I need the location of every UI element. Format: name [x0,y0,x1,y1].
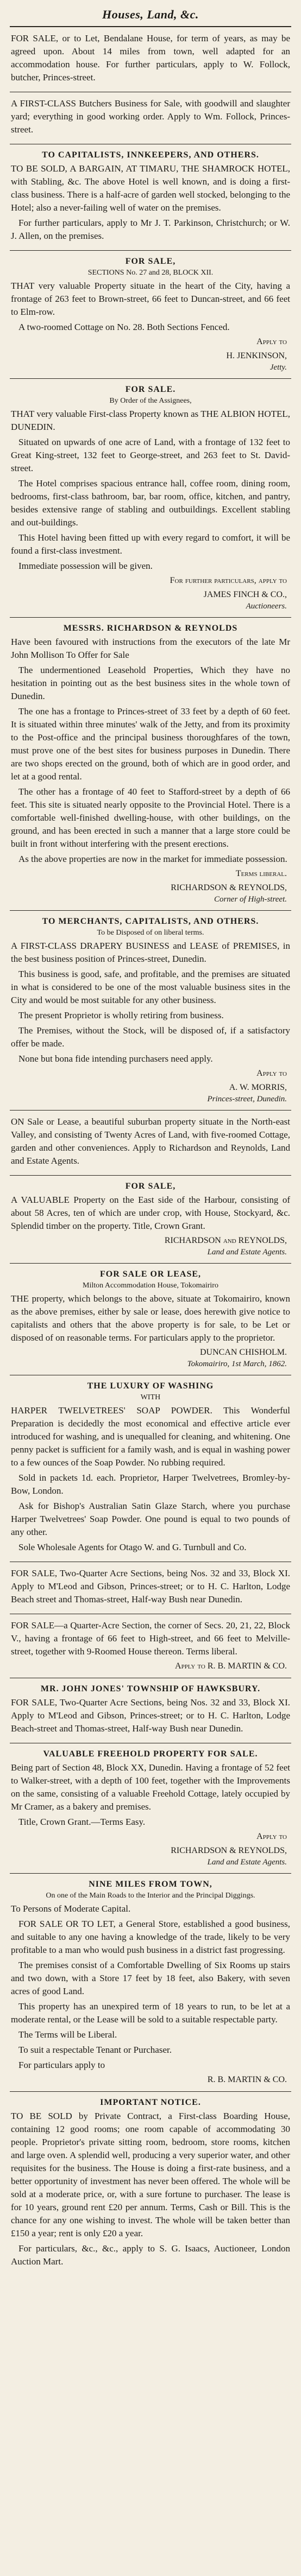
ad-signature: RICHARDSON & REYNOLDS, [171,883,287,892]
advertisement [10,1873,291,2091]
ad-signature: R. B. MARTIN & CO. [207,2075,287,2084]
ad-paragraph: ON Sale or Lease, a beautiful suburban property situate in the North-east Valley, and consisting of Twenty Acres of Land, with five-roomed Cottage, garden and other conveniences. Apply to Richardson and Reynolds, Land and Estate Agents. [11,1116,290,1166]
ad-paragraph: A FIRST-CLASS DRAPERY BUSINESS and LEASE of PREMISES, in the best business position of Princes-street, Dunedin. [11,941,290,964]
ad-paragraph: FOR SALE, Two-Quarter Acre Sections, being Nos. 32 and 33, Block XI. Apply to M'Leod and Gibson, Princes-street; or to H. C. Harlton, Lodge Beach-street and Thomas-street, Half-way Bush near Dunedin. [11,1697,290,1734]
ad-signature: Apply to [256,1832,287,1841]
ad-subtitle: On one of the Main Roads to the Interior and the Principal Diggings. [46,1892,255,1900]
ad-signature: Apply to [256,337,287,346]
ad-signature: RICHARDSON and REYNOLDS, [164,1236,287,1245]
ad-title: MESSRS. RICHARDSON & REYNOLDS [63,624,238,633]
ad-paragraph: None but bona fide intending purchasers need apply. [18,1054,213,1064]
ad-address: Land and Estate Agents. [207,1248,287,1257]
ad-paragraph: FOR SALE—a Quarter-Acre Section, the corner of Secs. 20, 21, 22, Block V., having a frontage of 66 feet to High-street, and 66 feet to Melville-street, together with 9-Roomed House thereon. Terms liberal. [11,1620,290,1657]
advertisement [10,1175,291,1263]
ad-paragraph: Being part of Section 48, Block XX, Dunedin. Having a frontage of 52 feet to Walker-street, with a depth of 100 feet, together with the Improvements on the same, consisting of a valuable Freehold Cottage, lately occupied by Mr Cramer, as a bakery and premises. [11,1762,290,1812]
ad-address: Princes-street, Dunedin. [207,1095,287,1103]
ad-title: MR. JOHN JONES' TOWNSHIP OF HAWKSBURY. [40,1684,261,1693]
ad-subtitle: WITH [140,1393,161,1401]
ad-paragraph: A VALUABLE Property on the East side of the Harbour, consisting of about 58 Acres, ten of which are under crop, with House, Stockyard, &c. Splendid timber on the property. Title, Crown Grant. [11,1195,290,1231]
ad-paragraph: THAT very valuable First-class Property known as THE ALBION HOTEL, DUNEDIN. [11,409,291,432]
ad-paragraph: This property has an unexpired term of 18 years to run, to be let at a moderate rental, or the Lease will be sold to a suitable respectable party. [11,2001,290,2025]
ad-paragraph: For particulars apply to [18,2060,105,2070]
ad-address: Corner of High-street. [214,895,287,904]
ad-paragraph: For further particulars, apply to Mr J. T. Parkinson, Christchurch; or W. J. Allen, on the premises. [11,218,290,241]
ad-paragraph: To Persons of Moderate Capital. [11,1904,131,1914]
ad-paragraph: This Hotel having been fitted up with every regard to comfort, it will be found a first-class investment. [11,532,290,556]
ad-paragraph: For particulars, &c., &c., apply to S. G. Isaacs, Auctioneer, London Auction Mart. [11,2243,290,2267]
ad-paragraph: The Terms will be Liberal. [18,2029,117,2040]
ad-title: FOR SALE, [125,1182,176,1191]
advertisement [10,378,291,617]
ad-paragraph: As the above properties are now in the market for immediate possession. [18,854,287,864]
ad-signature: For further particulars, apply to [170,576,287,585]
ad-title: THE LUXURY OF WASHING [87,1381,214,1391]
ad-address: Tokomairiro, 1st March, 1862. [187,1360,287,1368]
ad-paragraph: THE property, which belongs to the above, situate at Tokomairiro, known as the above premises, either by sale or lease, does herewith give notice to capitalists and others that the above property is for sale, to be Let or disposed of on reasonable terms. For particulars apply to the proprietor. [11,1293,290,1343]
ad-paragraph: The Hotel comprises spacious entrance hall, coffee room, dining room, bedrooms, first-class bathroom, bar, bar room, office, kitchen, and pantry, besides extensive range of stabling and outbuildings. Excellent stabling and out-buildings. [11,478,290,528]
advertisement [10,617,291,910]
advertisement [10,2091,291,2276]
ad-title: IMPORTANT NOTICE. [100,2098,201,2107]
ad-title: TO MERCHANTS, CAPITALISTS, AND OTHERS. [42,917,259,926]
advertisement [10,1743,291,1873]
ad-paragraph: TO BE SOLD, A BARGAIN, AT TIMARU, THE SHAMROCK HOTEL, with Stabling, &c. The above Hotel is well known, and is doing a first-class business. There is a half-acre of garden well stocked, belonging to the Hotel; also a never-failing well of water on the premises. [11,163,290,213]
ad-paragraph: This business is good, safe, and profitable, and the premises are situated in what is considered to be one of the most valuable business sites in the City and would be most suitable for any other business. [11,969,290,1005]
ad-title: FOR SALE, [125,257,176,266]
ad-paragraph: The present Proprietor is wholly retiring from business. [18,1010,224,1020]
advertisement [10,1375,291,1562]
ad-title: FOR SALE. [125,385,176,394]
advertisement [10,1562,291,1614]
column-heading: Houses, Land, &c. [102,8,199,21]
ad-subtitle: To be Disposed of on liberal terms. [97,929,204,937]
ad-paragraph: The Premises, without the Stock, will be disposed of, if a satisfactory offer be made. [11,1025,290,1049]
ad-title: TO CAPITALISTS, INNKEEPERS, AND OTHERS. [42,150,259,160]
ad-signature: A. W. MORRIS, [229,1083,287,1092]
ad-paragraph: FOR SALE, Two-Quarter Acre Sections, being Nos. 32 and 33, Block XI. Apply to M'Leod and Gibson, Princes-street; or to H. C. Harlton, Lodge Beach street and Thomas-street, Half-way Bush near Dunedin. [11,1568,290,1604]
ad-address: Auctioneers. [246,602,287,611]
ad-paragraph: FOR SALE, or to Let, Bendalane House, for term of years, as may be agreed upon. About 14 miles from town, well adapted for an accommodation house. For further particulars, apply to W. Follock, butcher, Princes-street. [11,33,290,83]
ad-paragraph: The undermentioned Leasehold Properties, Which they have no hesitation in pointing out as the best business sites in the whole town of Dunedin. [11,665,290,701]
ad-signature: H. JENKINSON, [226,351,287,360]
ad-title: FOR SALE OR LEASE, [99,1270,202,1279]
advertisement [10,144,291,250]
ad-address: Land and Estate Agents. [207,1858,287,1867]
ad-subtitle: Milton Accommodation House, Tokomairiro [83,1281,218,1290]
ad-paragraph: FOR SALE OR TO LET, a General Store, established a good business, and suitable to any one having a knowledge of the trade, likely to be very profitable to a man who would push business in a district fast progressing. [11,1919,290,1955]
ad-signature: JAMES FINCH & CO., [203,590,287,599]
ad-paragraph: Sold in packets 1d. each. Proprietor, Harper Twelvetrees, Bromley-by-Bow, London. [11,1473,290,1496]
ad-paragraph: The premises consist of a Comfortable Dwelling of Six Rooms up stairs and two down, with a Store 17 feet by 18 feet, also Bakery, with seven acres of good Land. [11,1960,290,1996]
advertisement [10,1678,291,1743]
ad-paragraph: To suit a respectable Tenant or Purchaser. [18,2045,172,2055]
advertisement [10,92,291,144]
ad-paragraph: HARPER TWELVETREES' SOAP POWDER. This Wonderful Preparation is decidedly the most economical and effective article ever introduced for washing, and is unequalled for cleaning, and whitening. One penny packet is sufficient for a family wash, and is equal in washing power to a few ounces of the Soap Powder. No rubbing required. [11,1405,290,1468]
ad-paragraph: The other has a frontage of 40 feet to Stafford-street by a depth of 66 feet. This site is situated nearly opposite to the Provincial Hotel. There is a comfortable well-finished dwelling-house, with other buildings, on the ground, and has been erected in such a manner that a large store could be built in front without interfering with the present erections. [11,786,290,849]
ad-paragraph: A FIRST-CLASS Butchers Business for Sale, with goodwill and slaughter yard; everything in good working order. Apply to Wm. Follock, Princes-street. [11,98,290,135]
ad-paragraph: Immediate possession will be given. [18,561,153,571]
ad-subtitle: By Order of the Assignees, [109,397,192,405]
advertisement [10,250,291,378]
ad-signature: DUNCAN CHISHOLM. [199,1348,287,1357]
advertisement [10,1614,291,1678]
ad-signature: Terms liberal. [235,869,287,878]
ad-signature: RICHARDSON & REYNOLDS, [171,1846,287,1855]
advertisement [10,1263,291,1375]
classified-ads [10,26,291,2276]
advertisement [10,1110,291,1175]
advertisement [10,26,291,92]
ad-title: NINE MILES FROM TOWN, [89,1880,212,1889]
ad-paragraph: Have been favoured with instructions from the executors of the late Mr John Mollison To Offer for Sale [11,637,290,660]
ad-paragraph: Sole Wholesale Agents for Otago W. and G. Turnbull and Co. [18,1542,247,1552]
ad-paragraph: Title, Crown Grant.—Terms Easy. [18,1817,146,1827]
ad-paragraph: TO BE SOLD by Private Contract, a First-class Boarding House, containing 12 good rooms; one room capable of accommodating 30 people. Proprietor's private sitting room, bedroom, store rooms, kitchen and large oven. A splendid well, producing a very superior water, and other requisites for the business. The House is doing a first-rate business, and a better opportunity of investment has never been offered. The whole will be sold at a moderate price, or, with a sure fortune to purchaser. The lease is for 10 years, ground rent £20 per annum. Terms, Cash or Bill. This is the chance for any one wishing to invest. The whole will be taken better than £150 a year; rent is only £20 a year. [11,2111,290,2238]
ad-address: Jetty. [269,363,287,372]
ad-paragraph: THAT very valuable Property situate in the heart of the City, having a frontage of 263 feet to Brown-street, 66 feet to Duncan-street, and 66 feet to Elm-row. [11,281,290,317]
ad-paragraph: Ask for Bishop's Australian Satin Glaze Starch, where you purchase Harper Twelvetrees' Soap Powder. One pound is equal to two pounds of any other. [11,1501,290,1537]
ad-subtitle: SECTIONS No. 27 and 28, BLOCK XII. [87,269,214,277]
ad-signature: Apply to [256,1069,287,1078]
ad-paragraph: A two-roomed Cottage on No. 28. Both Sections Fenced. [18,322,230,332]
ad-paragraph: The one has a frontage to Princes-street of 33 feet by a depth of 60 feet. It is situated within three minutes' walk of the Jetty, and from its proximity to the Post-office and the principal business thoroughfares of the town, must prove one of the best sites for business purposes in Dunedin. There are two shops erected on the ground, both of which are in good order, and let at a good rental. [11,706,290,782]
ad-title: VALUABLE FREEHOLD PROPERTY FOR SALE. [43,1749,258,1759]
advertisement [10,910,291,1110]
ad-paragraph: Situated on upwards of one acre of Land, with a frontage of 132 feet to Great King-street, 132 feet to George-street, and 263 feet to St. David-street. [11,437,290,473]
ad-signature: Apply to R. B. MARTIN & CO. [175,1661,287,1671]
